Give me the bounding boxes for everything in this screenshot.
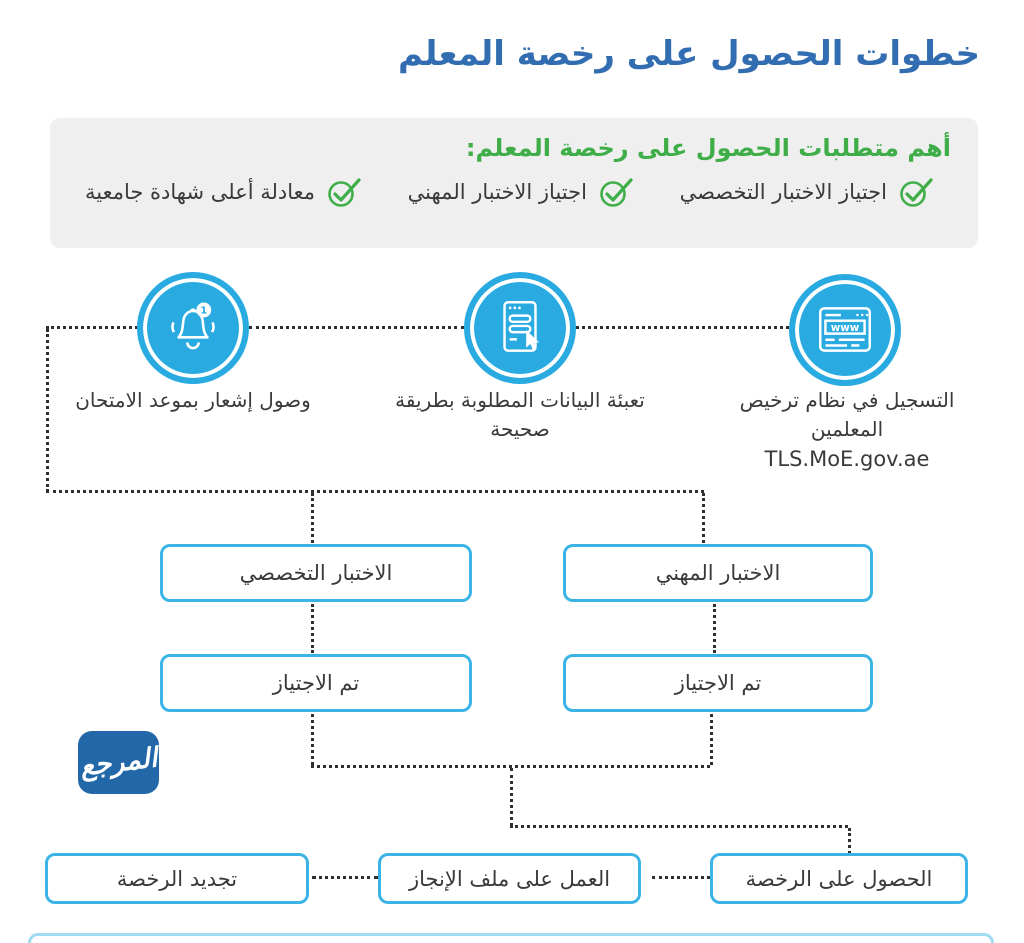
svg-text:www: www: [830, 322, 860, 335]
flow-box-get-license: الحصول على الرخصة: [710, 853, 968, 904]
connector-dotted-line: [510, 825, 848, 828]
connector-dotted-line: [311, 714, 314, 765]
connector-dotted-line: [311, 493, 314, 543]
connector-dotted-line: [576, 326, 789, 329]
requirement-item: [408, 176, 635, 208]
almarjea-logo: [78, 731, 159, 794]
connector-dotted-line: [312, 876, 378, 879]
form-fill-icon: [487, 295, 553, 361]
flow-box-passed-right: تم الاجتياز: [563, 654, 873, 712]
connector-dotted-line: [311, 604, 314, 653]
check-circle-icon: [899, 176, 935, 208]
requirement-label: اجتياز الاختبار التخصصي: [679, 180, 887, 204]
check-circle-icon: [599, 176, 635, 208]
connector-dotted-line: [510, 768, 513, 826]
svg-text:1: 1: [200, 305, 208, 317]
step-circle-fill-data: [464, 272, 576, 384]
requirement-label: اجتياز الاختبار المهني: [407, 180, 587, 204]
requirements-panel: [50, 118, 978, 248]
connector-dotted-line: [249, 326, 464, 329]
requirement-label: معادلة أعلى شهادة جامعية: [85, 180, 316, 204]
step-label-notification: وصول إشعار بموعد الامتحان: [75, 388, 311, 412]
page-title: خطوات الحصول على رخصة المعلم: [397, 34, 980, 74]
notification-bell-icon: [160, 295, 226, 361]
flow-box-professional-exam: الاختبار المهني: [563, 544, 873, 602]
almarjea-logo-text: المرجع: [78, 742, 159, 783]
flow-box-renew-license: تجديد الرخصة: [45, 853, 309, 904]
connector-dotted-line: [46, 329, 49, 492]
connector-dotted-line: [848, 828, 851, 854]
cropped-bottom-box: [28, 933, 994, 943]
requirements-heading: أهم متطلبات الحصول على رخصة المعلم:: [465, 134, 951, 162]
requirement-item: [85, 176, 363, 208]
browser-www-icon: [812, 297, 878, 363]
flow-box-specialized-exam: الاختبار التخصصي: [160, 544, 472, 602]
step-circle-register: [789, 274, 901, 386]
connector-dotted-line: [652, 876, 710, 879]
step-label-register: التسجيل في نظام ترخيص المعلمين TLS.MoE.gov.ae: [739, 388, 955, 471]
requirement-item: [680, 176, 935, 208]
connector-dotted-line: [46, 490, 704, 493]
flow-box-portfolio: العمل على ملف الإنجاز: [378, 853, 641, 904]
step-circle-notification: [137, 272, 249, 384]
flow-box-passed-left: تم الاجتياز: [160, 654, 472, 712]
step-label-fill-data: تعبئة البيانات المطلوبة بطريقة صحيحة: [395, 388, 645, 441]
connector-dotted-line: [713, 604, 716, 653]
check-circle-icon: [327, 176, 363, 208]
requirements-list: [50, 162, 978, 208]
connector-dotted-line: [710, 714, 713, 765]
connector-dotted-line: [46, 326, 138, 329]
connector-dotted-line: [702, 493, 705, 543]
